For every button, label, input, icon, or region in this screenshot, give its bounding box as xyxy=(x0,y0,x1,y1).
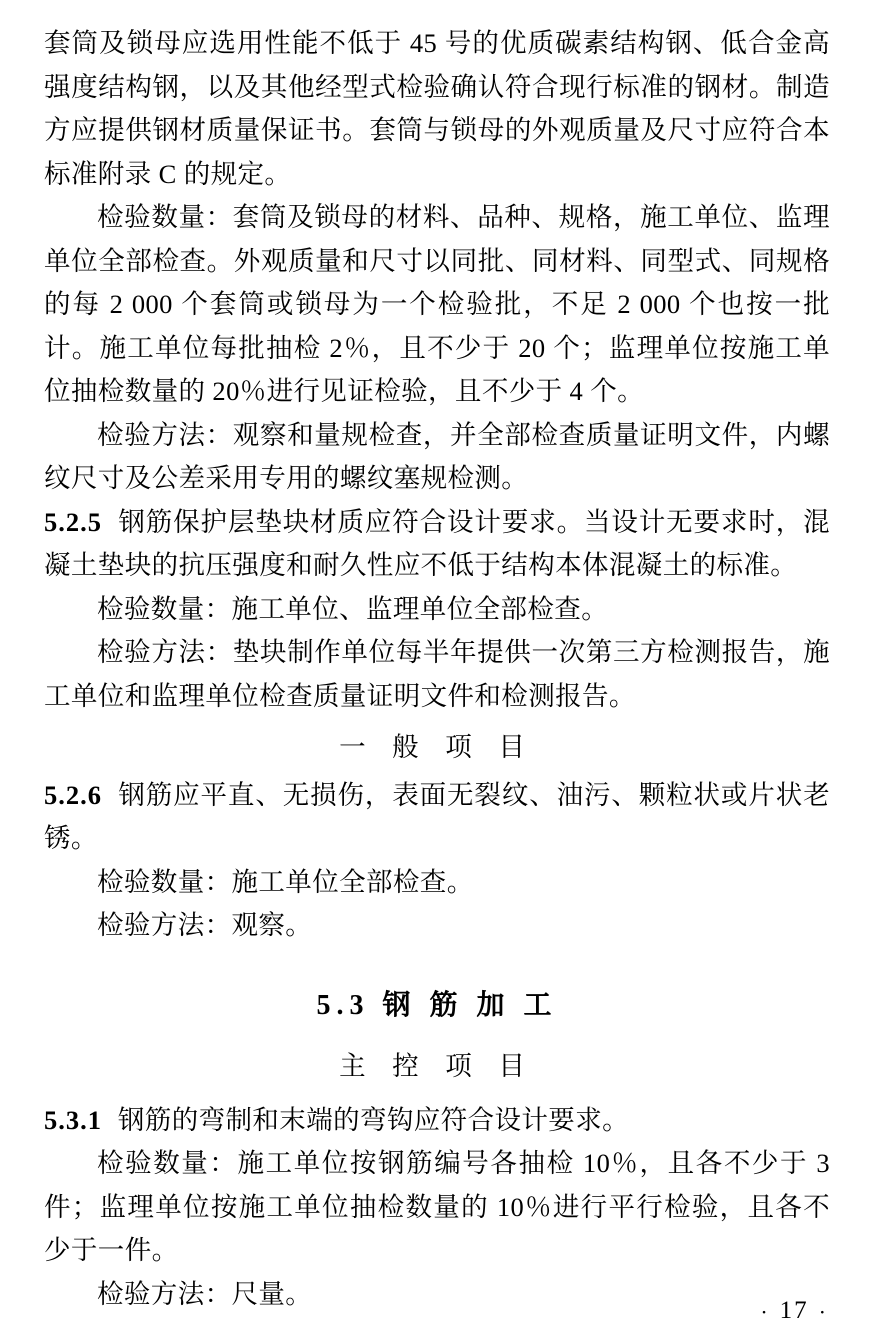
clause-number-5-2-5: 5.2.5 xyxy=(44,506,102,537)
footer-dot-right: · xyxy=(818,1299,828,1324)
clause-number-5-3-1: 5.3.1 xyxy=(44,1104,102,1135)
clause-5-3-1 xyxy=(44,1099,830,1143)
clause-text-5-3-1: 钢筋的弯制和末端的弯钩应符合设计要求。 xyxy=(117,1104,629,1135)
page-number: 17 xyxy=(779,1296,809,1324)
paragraph-inspection-method-2: 检验方法：垫块制作单位每半年提供一次第三方检测报告，施工单位和监理单位检查质量证明文件和检测报告。 xyxy=(44,637,830,711)
paragraph-inspection-method-4: 检验方法：尺量。 xyxy=(97,1278,313,1309)
page-body xyxy=(44,22,830,1316)
paragraph-inspection-quantity-1: 检验数量：套筒及锁母的材料、品种、规格，施工单位、监理单位全部检查。外观质量和尺寸以同批、同材料、同型式、同规格的每 2 000 个套筒或锁母为一个检验批，不足 2 000 个也按一批计。施工单位每批抽检 2％，且不少于 20 个；监理单位按施工单位抽检数量的 20％进行见证检验，且不少于 4 个。 xyxy=(44,202,830,406)
clause-text-5-2-6: 钢筋应平直、无损伤，表面无裂纹、油污、颗粒状或片状老锈。 xyxy=(44,779,830,853)
clause-number-5-2-6: 5.2.6 xyxy=(44,779,102,810)
section-heading-5-3: 5.3 钢 筋 加 工 xyxy=(316,989,558,1021)
page-footer xyxy=(760,1297,828,1325)
clause-text-5-2-5: 钢筋保护层垫块材质应符合设计要求。当设计无要求时，混凝土垫块的抗压强度和耐久性应不低于结构本体混凝土的标准。 xyxy=(44,506,830,580)
paragraph-inspection-quantity-2: 检验数量：施工单位、监理单位全部检查。 xyxy=(97,593,609,624)
heading-key-items: 主 控 项 目 xyxy=(339,1051,535,1081)
paragraph-socket-material: 套筒及锁母应选用性能不低于 45 号的优质碳素结构钢、低合金高强度结构钢，以及其他经型式检验确认符合现行标准的钢材。制造方应提供钢材质量保证书。套筒与锁母的外观质量及尺寸应符合本标准附录 C 的规定。 xyxy=(44,28,830,189)
paragraph-inspection-quantity-3: 检验数量：施工单位全部检查。 xyxy=(97,866,474,897)
paragraph-inspection-quantity-4: 检验数量：施工单位按钢筋编号各抽检 10％，且各不少于 3 件；监理单位按施工单位抽检数量的 10％进行平行检验，且各不少于一件。 xyxy=(44,1148,830,1265)
paragraph-inspection-method-3: 检验方法：观察。 xyxy=(97,910,313,940)
clause-5-2-5 xyxy=(44,501,830,588)
paragraph-inspection-method-1: 检验方法：观察和量规检查，并全部检查质量证明文件，内螺纹尺寸及公差采用专用的螺纹塞规检测。 xyxy=(44,419,830,493)
footer-dot-left: · xyxy=(760,1299,770,1324)
clause-5-2-6 xyxy=(44,774,830,861)
heading-general-items: 一 般 项 目 xyxy=(339,732,535,762)
